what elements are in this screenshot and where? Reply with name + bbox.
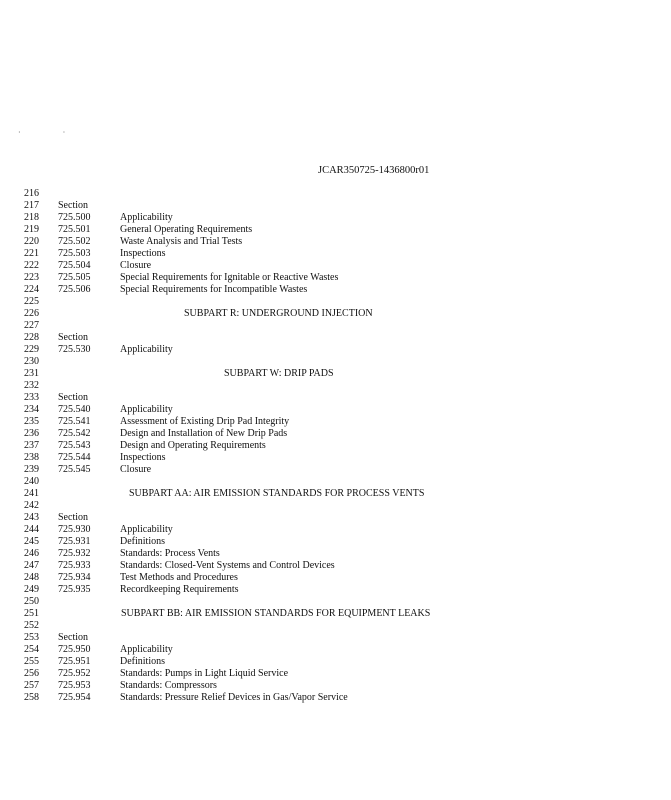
section-number: 725.501: [58, 224, 91, 235]
document-line: [24, 512, 624, 524]
section-number: 725.951: [58, 656, 91, 667]
section-title: Waste Analysis and Trial Tests: [120, 236, 243, 247]
section-label: Section: [58, 392, 88, 403]
line-number: 248: [24, 572, 39, 583]
line-number: 235: [24, 416, 39, 427]
line-number: 254: [24, 644, 39, 655]
document-line: [24, 428, 624, 440]
section-label: Section: [58, 632, 88, 643]
section-title: Applicability: [120, 344, 173, 355]
line-number: 220: [24, 236, 39, 247]
document-line: [24, 308, 624, 320]
document-line: [24, 212, 624, 224]
section-number: 725.933: [58, 560, 91, 571]
document-line: [24, 416, 624, 428]
subpart-heading: SUBPART R: UNDERGROUND INJECTION: [184, 308, 373, 319]
section-label: Section: [58, 200, 88, 211]
section-label: Section: [58, 512, 88, 523]
document-line: [24, 380, 624, 392]
document-line: [24, 548, 624, 560]
document-line: [24, 692, 624, 704]
section-number: 725.932: [58, 548, 91, 559]
document-line: [24, 632, 624, 644]
document-id: JCAR350725-1436800r01: [318, 165, 430, 176]
document-line: [24, 476, 624, 488]
document-line: [24, 356, 624, 368]
document-line: [24, 188, 624, 200]
section-title: Applicability: [120, 404, 173, 415]
line-number: 239: [24, 464, 39, 475]
document-line: [24, 500, 624, 512]
line-number: 251: [24, 608, 39, 619]
document-line: [24, 680, 624, 692]
document-line: [24, 368, 624, 380]
section-number: 725.500: [58, 212, 91, 223]
section-title: Standards: Pressure Relief Devices in Gas/Vapor Service: [120, 692, 348, 703]
section-number: 725.530: [58, 344, 91, 355]
section-title: Standards: Compressors: [120, 680, 217, 691]
section-title: Special Requirements for Incompatible Wastes: [120, 284, 308, 295]
line-number: 241: [24, 488, 39, 499]
section-title: Standards: Closed-Vent Systems and Control Devices: [120, 560, 335, 571]
document-line: [24, 236, 624, 248]
section-title: Closure: [120, 464, 152, 475]
section-number: 725.543: [58, 440, 91, 451]
line-list: [24, 188, 624, 704]
section-title: Applicability: [120, 212, 173, 223]
line-number: 236: [24, 428, 39, 439]
document-line: [24, 620, 624, 632]
line-number: 223: [24, 272, 39, 283]
line-number: 245: [24, 536, 39, 547]
section-number: 725.541: [58, 416, 91, 427]
document-line: [24, 272, 624, 284]
line-number: 252: [24, 620, 39, 631]
section-number: 725.502: [58, 236, 91, 247]
line-number: 237: [24, 440, 39, 451]
document-line: [24, 644, 624, 656]
document-line: [24, 536, 624, 548]
section-title: Definitions: [120, 656, 165, 667]
line-number: 229: [24, 344, 39, 355]
line-number: 227: [24, 320, 39, 331]
line-number: 217: [24, 200, 39, 211]
document-line: [24, 608, 624, 620]
section-title: Assessment of Existing Drip Pad Integrity: [120, 416, 290, 427]
line-number: 240: [24, 476, 39, 487]
document-line: [24, 524, 624, 536]
line-number: 222: [24, 260, 39, 271]
document-line: [24, 596, 624, 608]
document-line: [24, 656, 624, 668]
document-line: [24, 224, 624, 236]
section-number: 725.503: [58, 248, 91, 259]
document-line: [24, 572, 624, 584]
section-title: Closure: [120, 260, 152, 271]
section-number: 725.545: [58, 464, 91, 475]
section-number: 725.504: [58, 260, 91, 271]
line-number: 231: [24, 368, 39, 379]
line-number: 225: [24, 296, 39, 307]
line-number: 228: [24, 332, 39, 343]
section-title: Definitions: [120, 536, 165, 547]
line-number: 238: [24, 452, 39, 463]
section-number: 725.505: [58, 272, 91, 283]
document-line: [24, 464, 624, 476]
subpart-heading: SUBPART AA: AIR EMISSION STANDARDS FOR PROCESS VENTS: [129, 488, 425, 499]
document-line: [24, 260, 624, 272]
section-number: 725.544: [58, 452, 91, 463]
document-line: [24, 248, 624, 260]
line-number: 218: [24, 212, 39, 223]
document-line: [24, 332, 624, 344]
line-number: 234: [24, 404, 39, 415]
line-number: 256: [24, 668, 39, 679]
section-title: Standards: Pumps in Light Liquid Service: [120, 668, 289, 679]
line-number: 233: [24, 392, 39, 403]
document-line: [24, 560, 624, 572]
line-number: 232: [24, 380, 39, 391]
document-line: [24, 668, 624, 680]
document-line: [24, 392, 624, 404]
line-number: 242: [24, 500, 39, 511]
document-line: [24, 404, 624, 416]
section-number: 725.542: [58, 428, 91, 439]
line-number: 255: [24, 656, 39, 667]
section-title: Design and Operating Requirements: [120, 440, 266, 451]
line-number: 247: [24, 560, 39, 571]
document-line: [24, 320, 624, 332]
line-number: 244: [24, 524, 39, 535]
document-line: [24, 440, 624, 452]
document-line: [24, 452, 624, 464]
section-title: Design and Installation of New Drip Pads: [120, 428, 288, 439]
line-number: 257: [24, 680, 39, 691]
line-number: 221: [24, 248, 39, 259]
line-number: 219: [24, 224, 39, 235]
section-label: Section: [58, 332, 88, 343]
section-number: 725.950: [58, 644, 91, 655]
document-line: [24, 584, 624, 596]
section-number: 725.935: [58, 584, 91, 595]
document-line: [24, 296, 624, 308]
section-title: Test Methods and Procedures: [120, 572, 238, 583]
line-number: 246: [24, 548, 39, 559]
section-number: 725.953: [58, 680, 91, 691]
section-title: General Operating Requirements: [120, 224, 253, 235]
line-number: 216: [24, 188, 39, 199]
document-line: [24, 488, 624, 500]
subpart-heading: SUBPART BB: AIR EMISSION STANDARDS FOR EQUIPMENT LEAKS: [121, 608, 431, 619]
line-number: 250: [24, 596, 39, 607]
section-title: Special Requirements for Ignitable or Reactive Wastes: [120, 272, 339, 283]
section-title: Recordkeeping Requirements: [120, 584, 239, 595]
document-line: [24, 200, 624, 212]
section-number: 725.540: [58, 404, 91, 415]
document-line: [24, 284, 624, 296]
section-title: Inspections: [120, 452, 166, 463]
line-number: 258: [24, 692, 39, 703]
document-line: [24, 344, 624, 356]
line-number: 226: [24, 308, 39, 319]
section-number: 725.931: [58, 536, 91, 547]
section-number: 725.934: [58, 572, 91, 583]
scan-marks: · ·: [18, 128, 86, 137]
line-number: 243: [24, 512, 39, 523]
section-title: Inspections: [120, 248, 166, 259]
section-number: 725.506: [58, 284, 91, 295]
line-number: 224: [24, 284, 39, 295]
section-number: 725.930: [58, 524, 91, 535]
section-title: Applicability: [120, 524, 173, 535]
line-number: 249: [24, 584, 39, 595]
section-title: Applicability: [120, 644, 173, 655]
section-number: 725.952: [58, 668, 91, 679]
subpart-heading: SUBPART W: DRIP PADS: [224, 368, 334, 379]
section-number: 725.954: [58, 692, 91, 703]
section-title: Standards: Process Vents: [120, 548, 220, 559]
line-number: 230: [24, 356, 39, 367]
line-number: 253: [24, 632, 39, 643]
